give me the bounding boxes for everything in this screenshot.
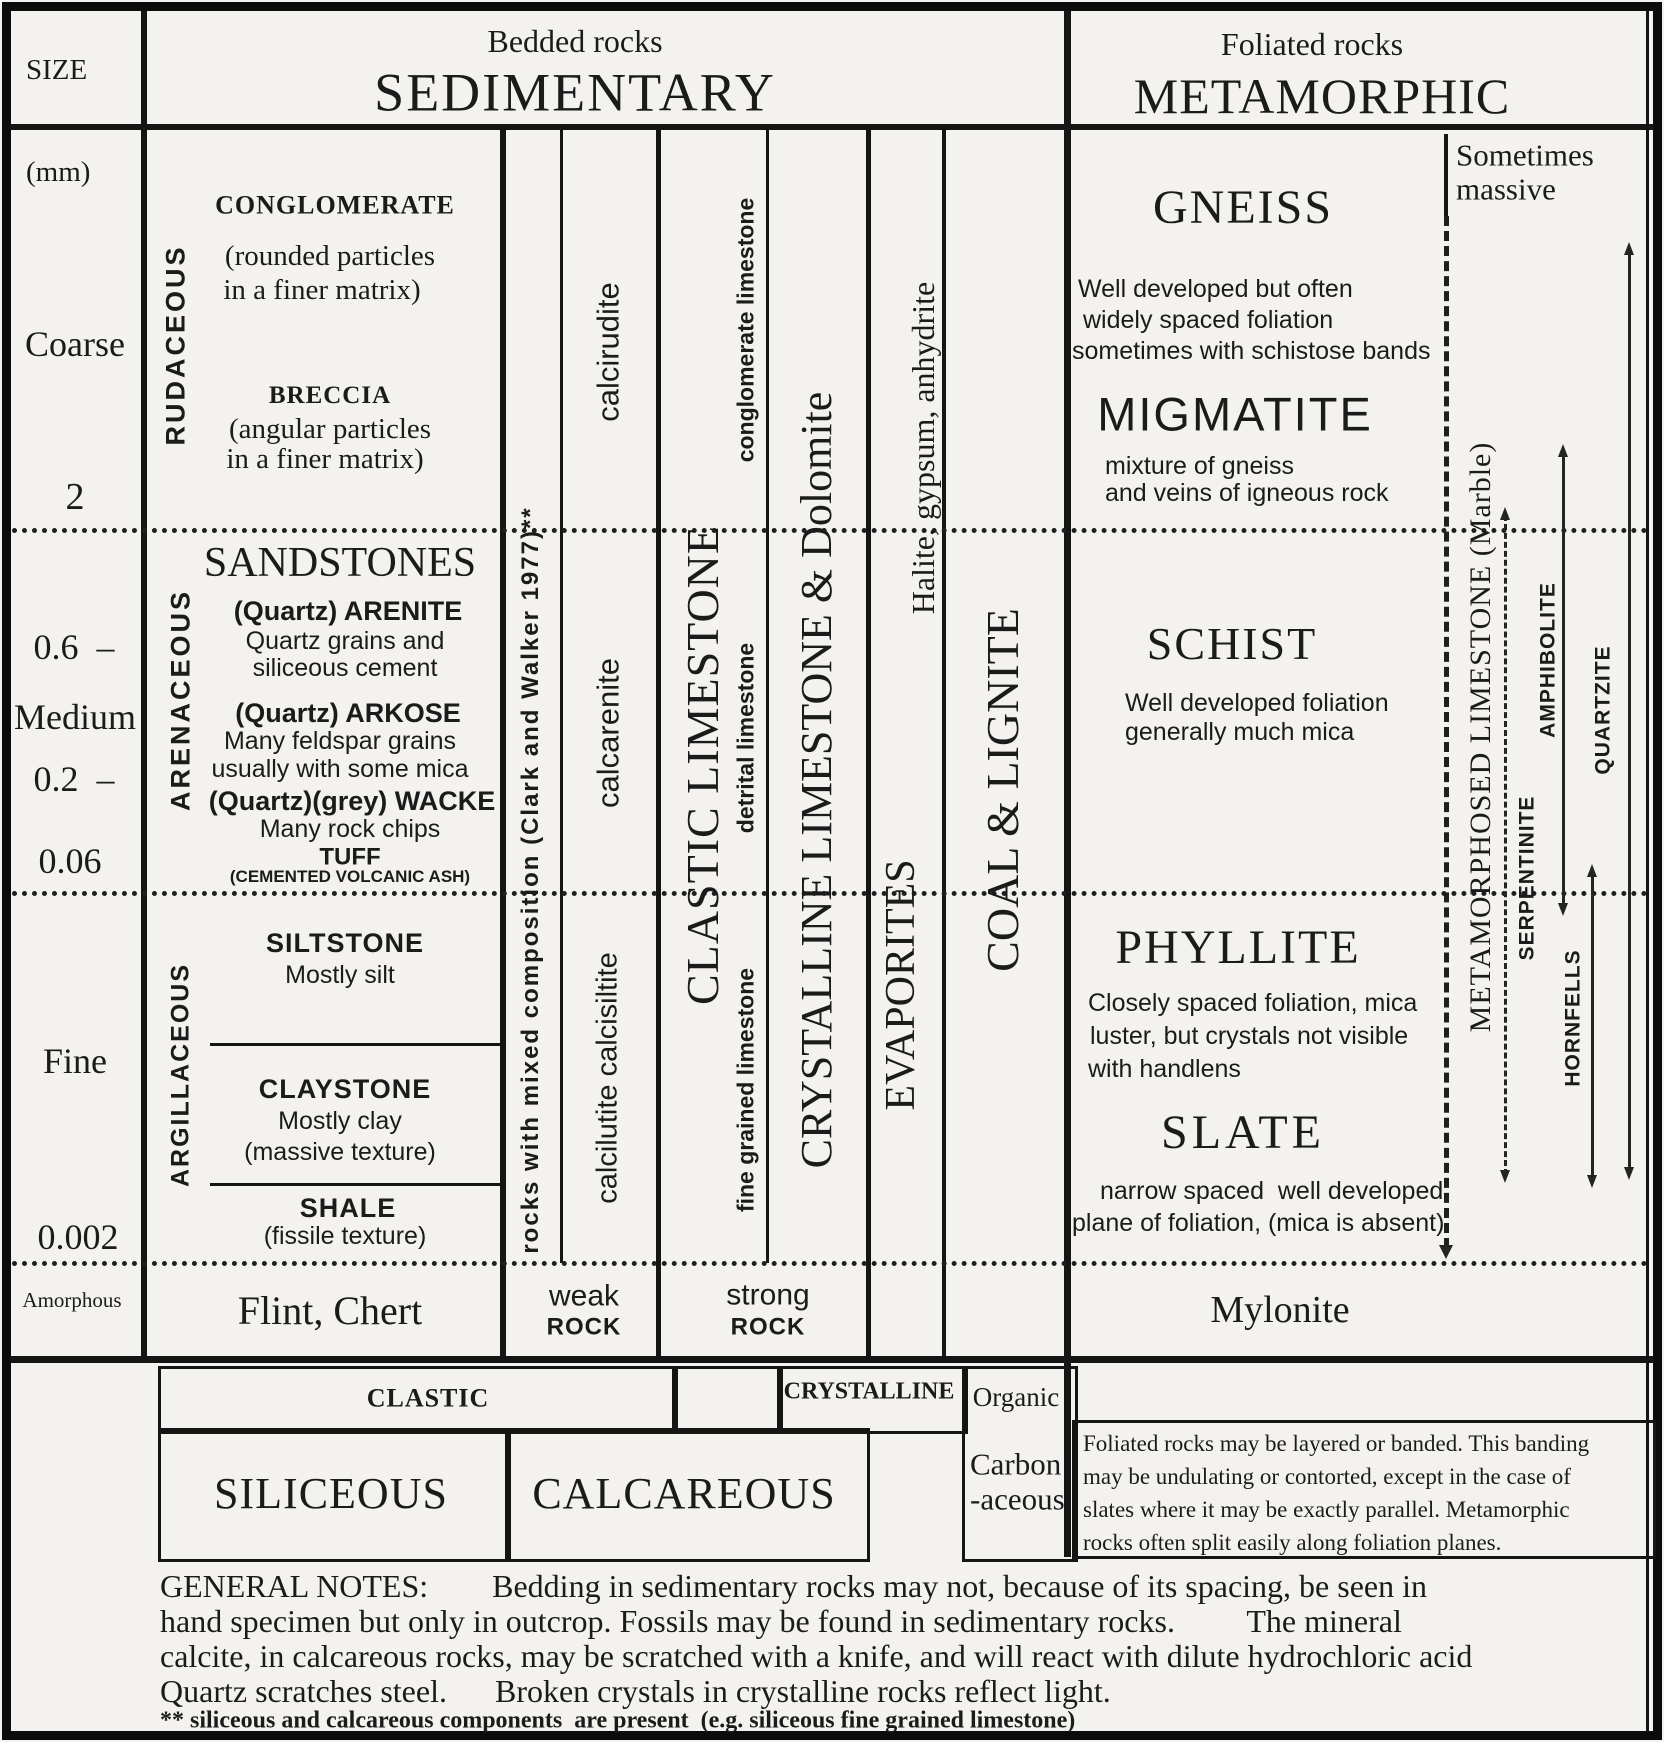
phyllite-desc-2: luster, but crystals not visible — [1090, 1021, 1409, 1050]
claystone-shale-divider — [210, 1183, 502, 1186]
evaporite-minerals-label: Halite, gypsum, anhydrite — [905, 281, 941, 615]
breccia-title: BRECCIA — [268, 381, 392, 409]
wacke-desc: Many rock chips — [259, 814, 441, 843]
column-border-3 — [656, 130, 661, 1363]
flint-chert-label: Flint, Chert — [237, 1288, 423, 1333]
general-notes-line3: calcite, in calcareous rocks, may be scratched with a knife, and will react with dilute hydrochloric acid — [160, 1638, 1473, 1675]
detrital-limestone-label: detrital limestone — [732, 642, 759, 834]
amphibolite-label: AMPHIBOLITE — [1536, 582, 1560, 738]
grain-size-header-line2: SIZE — [26, 54, 88, 86]
clastic-limestone-label: CLASTIC LIMESTONE — [677, 525, 728, 1005]
claystone-desc-2: (massive texture) — [244, 1137, 436, 1166]
organic-label: Organic — [972, 1381, 1060, 1412]
general-notes-line2: hand specimen but only in outcrop. Fossils may be found in sedimentary rocks. The mineral — [160, 1603, 1402, 1640]
strong-label: strong — [726, 1278, 810, 1312]
grain-label-medium: Medium — [14, 697, 136, 738]
claystone-title: CLAYSTONE — [258, 1073, 432, 1104]
column-border-2 — [560, 130, 563, 1263]
grain-label-0002: 0.002 — [37, 1217, 119, 1258]
massive-cell-border — [1444, 134, 1448, 216]
calcilutite-calcisiltite-label: calcilutite calcisiltite — [591, 952, 624, 1204]
mylonite-label: Mylonite — [1210, 1289, 1350, 1332]
tuff-desc: (CEMENTED VOLCANIC ASH) — [229, 867, 471, 887]
sedimentary-title: SEDIMENTARY — [374, 62, 776, 123]
coal-lignite-label: COAL & LIGNITE — [977, 608, 1028, 972]
evaporites-label: EVAPORITES — [878, 859, 924, 1111]
grain-column-border — [141, 10, 147, 1362]
clastic-label: CLASTIC — [366, 1383, 490, 1413]
foliated-massive-dashed-divider — [1444, 216, 1449, 1248]
gneiss-desc-3: sometimes with schistose bands — [1072, 336, 1431, 365]
rudaceous-label: RUDACEOUS — [160, 244, 191, 446]
grain-label-02: 0.2 – — [33, 759, 115, 800]
sometimes-massive-line1: Sometimes — [1456, 137, 1594, 173]
conglomerate-limestone-label: conglomerate limestone — [732, 197, 759, 463]
column-border-1 — [500, 130, 506, 1363]
quartzite-range-arrow — [1628, 250, 1631, 1172]
phyllite-desc-3: with handlens — [1088, 1054, 1241, 1083]
metamorphic-title: METAMORPHIC — [1133, 67, 1511, 124]
arenite-desc-1: Quartz grains and — [245, 626, 445, 655]
general-notes-line4: Quartz scratches steel. Broken crystals in crystalline rocks reflect light. — [160, 1673, 1111, 1710]
gneiss-title: GNEISS — [1152, 180, 1334, 234]
phyllite-desc-1: Closely spaced foliation, mica — [1088, 988, 1418, 1017]
calcirudite-label: calcirudite — [590, 282, 626, 422]
column-border-5 — [866, 130, 871, 1363]
siliceous-label: SILICEOUS — [214, 1468, 448, 1518]
gneiss-desc-2: widely spaced foliation — [1083, 305, 1334, 334]
hornfells-range-arrow — [1591, 872, 1594, 1180]
migmatite-desc-2: and veins of igneous rock — [1105, 478, 1389, 507]
carbonaceous-label-line2: -aceous — [970, 1481, 1065, 1517]
grain-label-amorphous: Amorphous — [22, 1287, 122, 1312]
foliated-note-line3: slates where it may be exactly parallel. Metamorphic — [1083, 1497, 1570, 1522]
grain-size-header — [26, 0, 118, 257]
arenaceous-label: ARENACEOUS — [165, 588, 196, 812]
general-notes-line1: GENERAL NOTES: Bedding in sedimentary rocks may not, because of its spacing, be seen in — [160, 1568, 1427, 1605]
wacke-title: (Quartz)(grey) WACKE — [208, 785, 496, 816]
conglomerate-desc-1: (rounded particles — [224, 239, 436, 272]
crystalline-label: CRYSTALLINE — [783, 1378, 955, 1405]
grain-label-006: 0.06 — [38, 841, 102, 882]
metamorphic-subtitle: Foliated rocks — [1220, 26, 1404, 63]
schist-title: SCHIST — [1146, 617, 1318, 669]
arkose-title: (Quartz) ARKOSE — [235, 697, 461, 728]
strong-rock-label: ROCK — [730, 1313, 806, 1341]
argillaceous-label: ARGILLACEOUS — [166, 963, 195, 1187]
foliated-note-line1: Foliated rocks may be layered or banded. This banding — [1083, 1431, 1590, 1456]
metamorphic-boundary — [1064, 10, 1071, 1557]
mixed-composition-note: rocks with mixed composition (Clark and Walker 1977)** — [517, 506, 544, 1254]
amphibolite-range-arrow — [1562, 452, 1565, 908]
arkose-desc-2: usually with some mica — [211, 754, 469, 783]
slate-desc-2: plane of foliation, (mica is absent) — [1072, 1208, 1445, 1237]
sometimes-massive-line2: massive — [1456, 171, 1556, 207]
weak-rock-label: ROCK — [546, 1313, 622, 1341]
amorphous-row-bottom-border — [10, 1356, 1654, 1363]
foliated-rocks-note — [1072, 1420, 1656, 1559]
tuff-title: TUFF — [319, 843, 381, 871]
phyllite-title: PHYLLITE — [1115, 920, 1361, 974]
metamorphosed-limestone-label: METAMORPHOSED LIMESTONE (Marble) — [1464, 441, 1497, 1033]
shale-desc: (fissile texture) — [263, 1221, 427, 1250]
shale-title: SHALE — [299, 1192, 397, 1223]
slate-desc-1: narrow spaced well developed — [1100, 1176, 1444, 1205]
weak-label: weak — [548, 1279, 620, 1313]
siltstone-title: SILTSTONE — [265, 927, 425, 958]
migmatite-desc-1: mixture of gneiss — [1105, 451, 1294, 480]
siltstone-claystone-divider — [210, 1043, 502, 1046]
breccia-desc-2: in a finer matrix) — [226, 442, 424, 475]
breccia-desc-1: (angular particles — [228, 412, 432, 445]
grain-label-fine: Fine — [42, 1041, 108, 1082]
calcareous-label: CALCAREOUS — [532, 1468, 836, 1518]
hornfells-label: HORNFELLS — [1561, 949, 1585, 1087]
column-border-6 — [942, 130, 946, 1363]
carbonaceous-label-line1: Carbon — [970, 1446, 1062, 1482]
crystalline-limestone-label: CRYSTALLINE LIMESTONE & Dolomite — [792, 391, 841, 1169]
header-divider — [10, 124, 1654, 130]
empty-cell — [672, 1366, 783, 1434]
gneiss-desc-1: Well developed but often — [1078, 274, 1353, 303]
grain-size-0002-line — [12, 1261, 1648, 1266]
claystone-desc-1: Mostly clay — [278, 1106, 402, 1135]
fine-grained-limestone-label: fine grained limestone — [732, 967, 759, 1213]
general-notes-footnote: ** siliceous and calcareous components are present (e.g. siliceous fine grained limestone) — [160, 1707, 1076, 1734]
foliated-note-line2: may be undulating or contorted, except in the case of — [1083, 1464, 1571, 1489]
grain-label-coarse: Coarse — [25, 324, 125, 365]
sedimentary-subtitle: Bedded rocks — [487, 23, 663, 60]
column-border-4 — [766, 130, 769, 1263]
serpentinite-range-arrow — [1504, 515, 1507, 1175]
migmatite-title: MIGMATITE — [1097, 387, 1373, 441]
schist-desc-1: Well developed foliation — [1125, 688, 1389, 717]
slate-title: SLATE — [1161, 1105, 1325, 1159]
conglomerate-desc-2: in a finer matrix) — [223, 273, 421, 306]
quartzite-label: QUARTZITE — [1591, 645, 1615, 775]
grain-label-2: 2 — [65, 476, 85, 519]
grain-size-header-line3: (mm) — [26, 156, 91, 188]
calcarenite-label: calcarenite — [590, 658, 626, 808]
serpentinite-label: SERPENTINITE — [1515, 795, 1539, 961]
siltstone-desc: Mostly silt — [285, 960, 395, 989]
foliated-note-line4: rocks often split easily along foliation planes. — [1083, 1530, 1502, 1555]
grain-label-06: 0.6 – — [33, 627, 115, 668]
conglomerate-title: CONGLOMERATE — [215, 190, 455, 220]
sandstones-title: SANDSTONES — [203, 539, 477, 586]
arenite-desc-2: siliceous cement — [252, 653, 438, 682]
arkose-desc-1: Many feldspar grains — [223, 726, 457, 755]
schist-desc-2: generally much mica — [1125, 717, 1355, 746]
arenite-title: (Quartz) ARENITE — [233, 595, 463, 626]
